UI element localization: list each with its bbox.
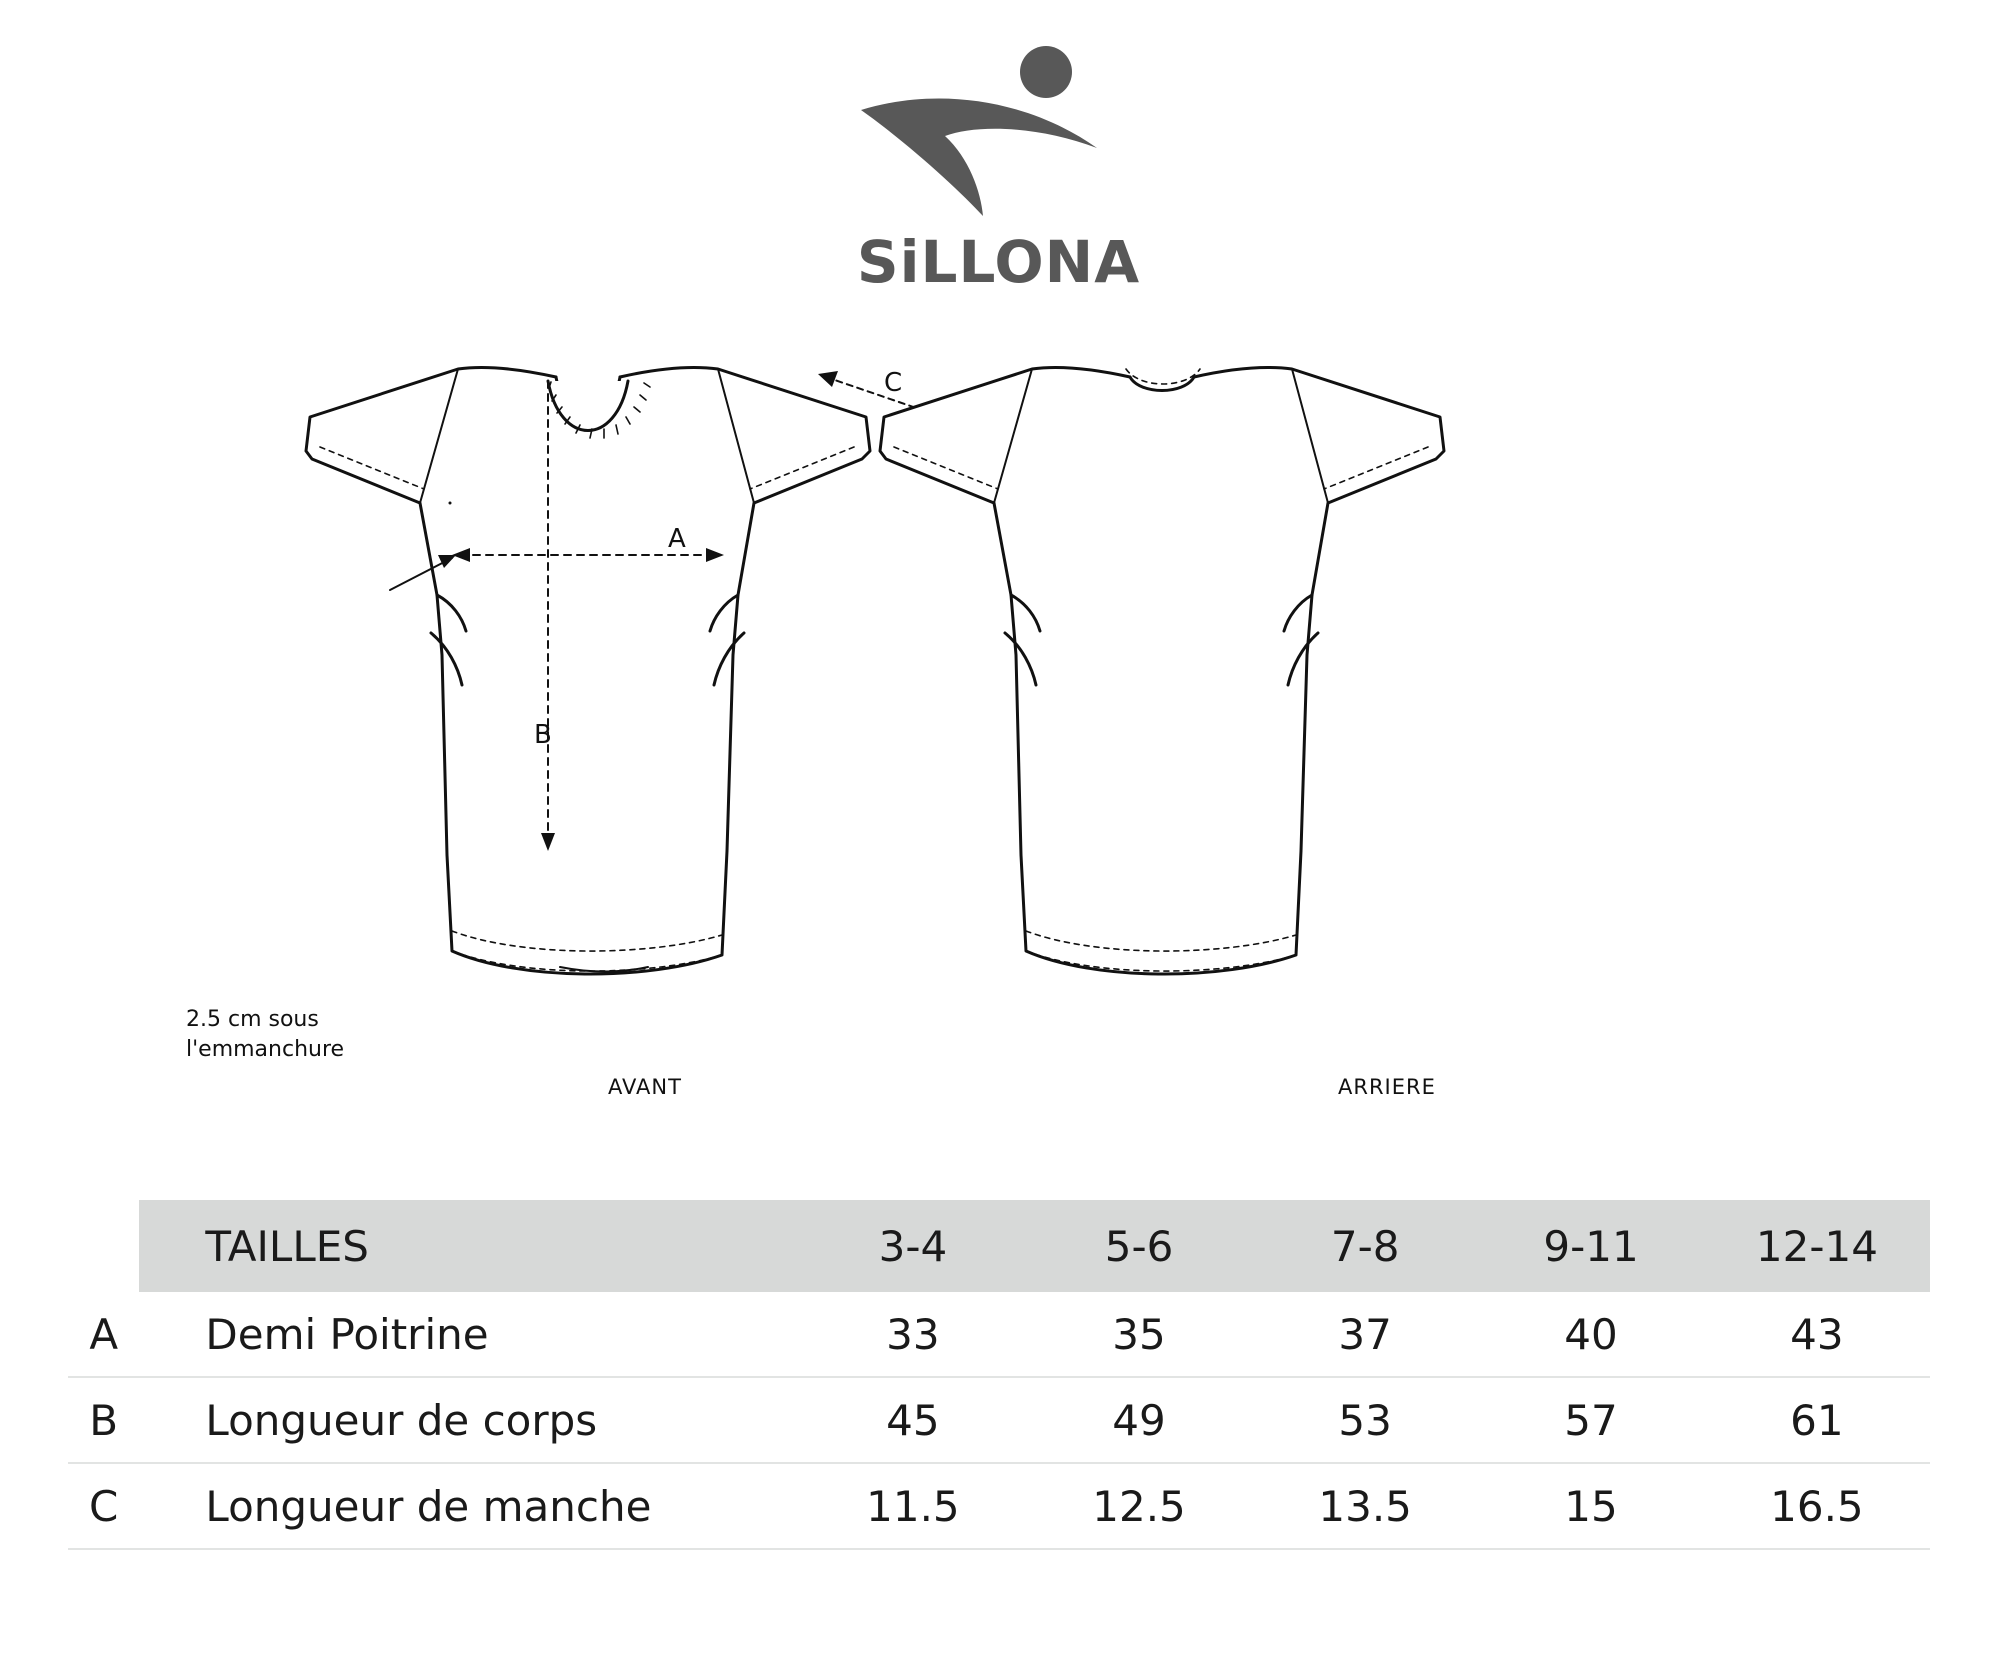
cell-c-7-8: 13.5 bbox=[1318, 1481, 1412, 1531]
cell-a-12-14: 43 bbox=[1790, 1309, 1844, 1359]
cell-c-3-4: 11.5 bbox=[866, 1481, 960, 1531]
header-size-3-4: 3-4 bbox=[878, 1221, 948, 1271]
cell-b-5-6: 49 bbox=[1112, 1395, 1166, 1445]
header-tailles: TAILLES bbox=[205, 1221, 369, 1271]
cell-a-7-8: 37 bbox=[1338, 1309, 1392, 1359]
size-table bbox=[68, 1200, 1930, 1550]
table-header-row bbox=[68, 1200, 1930, 1292]
row-label-c: Longueur de manche bbox=[205, 1481, 652, 1531]
cell-b-3-4: 45 bbox=[886, 1395, 940, 1445]
row-key-c: C bbox=[89, 1481, 119, 1531]
cell-a-3-4: 33 bbox=[886, 1309, 940, 1359]
table-row bbox=[68, 1463, 1930, 1549]
row-label-a: Demi Poitrine bbox=[205, 1309, 489, 1359]
cell-c-5-6: 12.5 bbox=[1092, 1481, 1186, 1531]
tshirt-technical-drawing-icon bbox=[0, 355, 1997, 1115]
underarm-note: 2.5 cm sous l'emmanchure bbox=[186, 1007, 345, 1062]
cell-b-12-14: 61 bbox=[1790, 1395, 1844, 1445]
cell-a-9-11: 40 bbox=[1564, 1309, 1618, 1359]
row-key-b: B bbox=[89, 1395, 119, 1445]
table-row bbox=[68, 1377, 1930, 1463]
front-view-caption: AVANT bbox=[608, 1075, 682, 1099]
cell-c-12-14: 16.5 bbox=[1770, 1481, 1864, 1531]
dimension-label-c: C bbox=[884, 368, 903, 398]
dimension-label-a: A bbox=[668, 524, 686, 554]
header-size-7-8: 7-8 bbox=[1330, 1221, 1400, 1271]
cell-b-9-11: 57 bbox=[1564, 1395, 1618, 1445]
cell-c-9-11: 15 bbox=[1564, 1481, 1618, 1531]
brand-name: SiLLONA bbox=[856, 228, 1141, 296]
dimension-label-b: B bbox=[534, 720, 552, 750]
header-size-12-14: 12-14 bbox=[1755, 1221, 1878, 1271]
row-key-a: A bbox=[89, 1309, 119, 1359]
size-table-body bbox=[68, 1292, 1930, 1549]
cell-b-7-8: 53 bbox=[1338, 1395, 1392, 1445]
back-view-caption: ARRIERE bbox=[1338, 1075, 1436, 1099]
brand-header bbox=[0, 40, 1997, 296]
swoosh-figure-logo-icon bbox=[849, 40, 1149, 220]
header-size-9-11: 9-11 bbox=[1543, 1221, 1639, 1271]
header-key bbox=[68, 1200, 139, 1292]
cell-a-5-6: 35 bbox=[1112, 1309, 1166, 1359]
tshirt-diagram bbox=[0, 355, 1997, 1115]
header-size-5-6: 5-6 bbox=[1104, 1221, 1174, 1271]
row-label-b: Longueur de corps bbox=[205, 1395, 598, 1445]
table-row bbox=[68, 1292, 1930, 1377]
size-table-head bbox=[68, 1200, 1930, 1292]
